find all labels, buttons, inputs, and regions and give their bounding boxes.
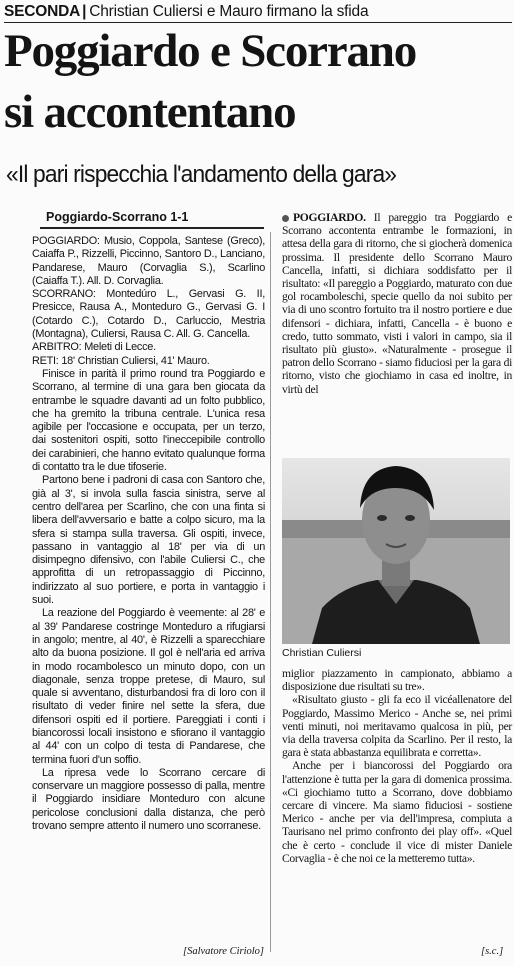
dateline: POGGIARDO. [293, 211, 366, 224]
headline-line-1: Poggiardo e Scorrano [4, 25, 416, 77]
article-paragraph: miglior piazzamento in campionato, abbiamo a disposizione due risultati su tre». [282, 667, 512, 694]
article-paragraph: Partono bene i padroni di casa con Santoro che, già al 3', si invola sulla fascia sinistra, serve al centro dell'area per Scarlino, che con una finta si libera dell'avversario e batte a colpo sicuro, ma la sfera si stampa sulla traversa. Gli ospiti, invece, passano in vantaggio al 18' per via di un disimpegno difensivo, con l'abile Culiersi C., che approfitta di un retropassaggio di Piccinno, indirizzato al suo portiere, e porta in vantaggio i suoi. [32, 474, 265, 607]
top-rule [4, 22, 512, 23]
article-paragraph: La ripresa vede lo Scorrano cercare di conservare un maggiore possesso di palla, mentre il Poggiardo insidiare Monteduro con alcune pericolose conclusioni dalla distanza, che però trovano sempre attento il numero uno scorranese. [32, 766, 265, 833]
photo-caption: Christian Culiersi [282, 647, 362, 659]
bullet-icon [282, 215, 289, 222]
headline [4, 25, 512, 138]
article-paragraph: Finisce in parità il primo round tra Poggiardo e Scorrano, al termine di una gara ben giocata da entrambe le squadre davanti ad un folto pubblico, che ha gremito la tribuna centrale. L'unica resa agibile per l'occasione e occupata, per un terzo, dai sostenitori ospiti, sotto l'ineccepibile controllo dei carabinieri, che hanno evitato qualunque forma di contatto tra le due tifoserie. [32, 367, 265, 474]
right-column-bottom [282, 667, 512, 865]
section-label: SECONDA [4, 3, 81, 20]
left-column [32, 235, 265, 833]
match-box-title: Poggiardo-Scorrano 1-1 [46, 210, 189, 224]
article-paragraph: Anche per i biancorossi del Poggiardo ora l'attenzione è tutta per la gara di domenica prossima. «Ci giochiamo tutto a Scorrano, dove dobbiamo cercare di vincere. Ma siamo fiduciosi - sostiene Merico - anche per via dell'impresa, compiuta a Taurisano nel primo confronto dei play off». «Quel che è certo - conclude il vice di mister Daniele Corvaglia - è che noi ce la metteremo tutta». [282, 759, 512, 865]
kicker-separator: | [82, 3, 87, 20]
portrait-image [282, 458, 510, 644]
article-paragraph: «Risultato giusto - gli fa eco il vicéallenatore del Poggiardo, Massimo Merico - Anche se, nei primi venti minuti, noi meritavamo qualcosa in più, per via della traversa colpita da Scarlino. Per il resto, la gara è stata abbastanza equilibrata e corretta». [282, 693, 512, 760]
article-paragraph: La reazione del Poggiardo è veemente: al 28' e al 39' Pandarese costringe Monteduro a rifugiarsi in angolo; mentre, al 40', è Rizzelli a sparecchiare alto da buona posizione. Il gol è nell'aria ed arriva in modo rocambolesco un minuto dopo, con un diagonale, senza troppe pretese, di Mauro, sul quale si avventano, disturbandosi fra di loro con il risultato di veder finire nel sette la sfera, due difensori ospiti ed il portiere. Pareggiati i conti i biancorossi locali insistono e sfiorano il vantaggio al 44' con un colpo di testa di Pandarese, che termina fuori d'un soffio. [32, 607, 265, 766]
kicker-text: Christian Culiersi e Mauro firmano la sfida [89, 3, 369, 20]
right-column-top [282, 211, 512, 396]
kicker [4, 2, 510, 21]
article-paragraph [282, 211, 512, 396]
match-box-rule [40, 227, 264, 229]
referee: ARBITRO: Meleti di Lecce. [32, 341, 156, 354]
headline-line-2: si accontentano [4, 86, 296, 138]
subheadline: «Il pari rispecchia l'andamento della gara» [6, 161, 397, 188]
author-signature: [Salvatore Ciriolo] [183, 946, 264, 957]
lineup-home: POGGIARDO: Musio, Coppola, Santese (Greco), Caiaffa P., Rizzelli, Piccinno, Santoro D., Lanciano, Pandarese, Mauro (Corvaglia S.), Scarlino (Caiaffa T.). All. D. Corvaglia. [32, 235, 265, 287]
column-divider [270, 232, 271, 952]
player-photo [282, 458, 510, 644]
goals: RETI: 18' Christian Culiersi, 41' Mauro. [32, 354, 210, 367]
right-top-text: Il pareggio tra Poggiardo e Scorrano accontenta entrambe le formazioni, in attesa della gara di ritorno, che si giocherà domenica prossima. Il presidente dello Scorrano Mauro Cancella, infatti, si dichiara soddisfatto per il risultato: «Il pareggio a Poggiardo, maturato con due gol rocamboleschi, specie quello da noi subito per via di uno scontro fortuito tra il nostro portiere e due difensori - dichiara, infatti, Cancella - è buono e credo, tutto sommato, visti i valori in campo, sia il risultato più giusto». «Naturalmente - prosegue il patron dello Scorrano - siamo fiduciosi per la gara di ritorno, visto che giochiamo in casa ed inoltre, in virtù del [282, 211, 512, 396]
lineup-away: SCORRANO: Montedúro L., Gervasi G. II, Presicce, Rausa A., Monteduro G., Gervasi G. I (Cotardo C.), Cotardo D., Carluccio, Mestria (Montagna), Culiersi, Rausa C. All. G. Cancella. [32, 288, 265, 341]
short-signature: [s.c.] [481, 946, 504, 957]
